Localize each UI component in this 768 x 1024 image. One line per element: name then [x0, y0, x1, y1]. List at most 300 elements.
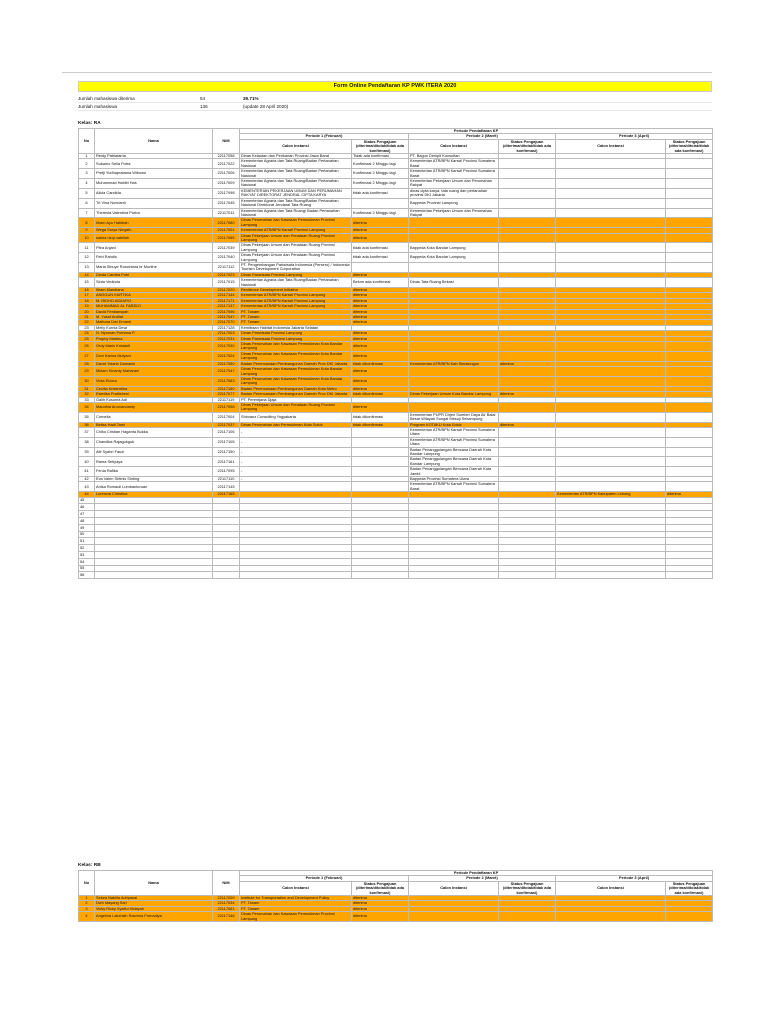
student-nim[interactable]: 22117112: [213, 262, 240, 272]
empty-cell[interactable]: [556, 504, 666, 511]
calon-instansi-1[interactable]: Dinas Perumahan dan Kawasan Permukiman Provinsi Lampung: [240, 912, 352, 922]
calon-instansi-2[interactable]: Bappeda Provinsi Sumatera Utara: [409, 477, 499, 482]
status-3[interactable]: [666, 179, 713, 189]
student-name[interactable]: Rama Setiyaya: [95, 457, 213, 467]
empty-cell[interactable]: [352, 504, 409, 511]
status-3[interactable]: [666, 457, 713, 467]
student-nim[interactable]: 22117037: [213, 422, 240, 427]
student-nim[interactable]: 22117165: [213, 492, 240, 497]
calon-instansi-3[interactable]: [556, 169, 666, 179]
student-name[interactable]: Ilham Mandiana: [95, 288, 213, 293]
empty-cell[interactable]: [352, 538, 409, 545]
empty-cell[interactable]: [240, 524, 352, 531]
empty-cell[interactable]: [666, 511, 713, 518]
student-name[interactable]: Maftuna Dwi Ernanti: [95, 320, 213, 325]
empty-cell[interactable]: [409, 511, 499, 518]
empty-cell[interactable]: [409, 558, 499, 565]
status-1[interactable]: [352, 467, 409, 477]
calon-instansi-1[interactable]: Dinas Perumahan dan Permukiman Kota Solok: [240, 422, 352, 427]
empty-cell[interactable]: [352, 558, 409, 565]
student-nim[interactable]: 22117058: [213, 402, 240, 412]
student-name[interactable]: Reidy Patriatama: [95, 154, 213, 159]
status-1[interactable]: diterima: [352, 228, 409, 233]
empty-cell[interactable]: [499, 524, 556, 531]
empty-cell[interactable]: [352, 497, 409, 504]
row-number[interactable]: 24: [79, 331, 95, 336]
student-nim[interactable]: 22117061: [213, 906, 240, 911]
status-1[interactable]: Tidak ada konfirmasi: [352, 154, 409, 159]
empty-cell[interactable]: [409, 572, 499, 579]
row-number[interactable]: 9: [79, 228, 95, 233]
status-1[interactable]: Konfirmasi 2 Minggu lagi: [352, 179, 409, 189]
empty-cell[interactable]: [240, 497, 352, 504]
student-name[interactable]: David Yolanb Damanik: [95, 361, 213, 366]
empty-cell[interactable]: [240, 572, 352, 579]
calon-instansi-2[interactable]: [409, 262, 499, 272]
student-name[interactable]: Dwh Mayang Sari: [95, 901, 213, 906]
calon-instansi-3[interactable]: [556, 188, 666, 198]
status-2[interactable]: [499, 208, 556, 218]
empty-cell[interactable]: [95, 518, 213, 525]
student-name[interactable]: Maudhia Arumandanty: [95, 402, 213, 412]
status-3[interactable]: [666, 198, 713, 208]
status-2[interactable]: diterima: [499, 392, 556, 397]
student-nim[interactable]: 22117009: [213, 179, 240, 189]
calon-instansi-1[interactable]: Dinas Perumahan dan Kawasan Permukiman Provinsi Lampung: [240, 218, 352, 228]
empty-cell[interactable]: [409, 497, 499, 504]
calon-instansi-1[interactable]: Dinas Pariwisata Provinsi Lampung: [240, 336, 352, 341]
student-nim[interactable]: 22117045: [213, 198, 240, 208]
row-number[interactable]: 20: [79, 309, 95, 314]
status-1[interactable]: diterima: [352, 342, 409, 352]
student-name[interactable]: Prophy Martina: [95, 336, 213, 341]
row-number[interactable]: 2: [79, 901, 95, 906]
status-3[interactable]: [666, 402, 713, 412]
empty-cell[interactable]: [240, 558, 352, 565]
calon-instansi-1[interactable]: -: [240, 447, 352, 457]
empty-cell[interactable]: [95, 552, 213, 559]
empty-cell[interactable]: [556, 572, 666, 579]
empty-cell[interactable]: [409, 524, 499, 531]
status-2[interactable]: diterima: [499, 422, 556, 427]
student-name[interactable]: Sukamo Seila Putra: [95, 159, 213, 169]
row-number[interactable]: 53: [79, 552, 95, 559]
calon-instansi-3[interactable]: [556, 457, 666, 467]
row-number[interactable]: 37: [79, 427, 95, 437]
empty-cell[interactable]: [556, 558, 666, 565]
row-number[interactable]: 11: [79, 243, 95, 253]
calon-instansi-2[interactable]: Badan Penanggulangan Bencana Daerah Kota Bandar Lampung: [409, 447, 499, 457]
calon-instansi-2[interactable]: Program KOTAKU Kota Solok: [409, 422, 499, 427]
calon-instansi-2[interactable]: [409, 218, 499, 228]
empty-cell[interactable]: [352, 511, 409, 518]
calon-instansi-1[interactable]: PT. Tanam: [240, 309, 352, 314]
empty-cell[interactable]: [666, 524, 713, 531]
status-1[interactable]: tidak ada konfirmasi: [352, 253, 409, 263]
empty-cell[interactable]: [499, 531, 556, 538]
row-number[interactable]: 56: [79, 572, 95, 579]
empty-cell[interactable]: [666, 531, 713, 538]
student-name[interactable]: Chandika Rajagukguk: [95, 437, 213, 447]
row-number[interactable]: 46: [79, 504, 95, 511]
status-3[interactable]: [666, 367, 713, 377]
row-number[interactable]: 36: [79, 422, 95, 427]
status-1[interactable]: diterima: [352, 896, 409, 901]
row-number[interactable]: 31: [79, 386, 95, 391]
student-nim[interactable]: 22117065: [213, 233, 240, 243]
row-number[interactable]: 26: [79, 342, 95, 352]
calon-instansi-1[interactable]: PT. Tanam: [240, 315, 352, 320]
status-1[interactable]: diterima: [352, 376, 409, 386]
calon-instansi-1[interactable]: -: [240, 437, 352, 447]
empty-cell[interactable]: [95, 545, 213, 552]
empty-cell[interactable]: [556, 565, 666, 572]
row-number[interactable]: 54: [79, 558, 95, 565]
calon-instansi-1[interactable]: Kementerian ATR/BPN Kanwil Provinsi Lampung: [240, 298, 352, 303]
empty-cell[interactable]: [213, 565, 240, 572]
calon-instansi-2[interactable]: Kementerian ATR/BPN Kanwil Provinsi Sumatera Barat: [409, 482, 499, 492]
calon-instansi-1[interactable]: Dinas Pekerjaan Umum dan Penataan Ruang Provinsi Lampung: [240, 253, 352, 263]
status-1[interactable]: [352, 437, 409, 447]
empty-cell[interactable]: [240, 531, 352, 538]
student-name[interactable]: ANGGUN KARTIKA: [95, 293, 213, 298]
empty-cell[interactable]: [556, 912, 666, 922]
status-2[interactable]: [499, 198, 556, 208]
row-number[interactable]: 27: [79, 351, 95, 361]
empty-cell[interactable]: [556, 552, 666, 559]
calon-instansi-2[interactable]: [409, 342, 499, 352]
calon-instansi-3[interactable]: [556, 198, 666, 208]
row-number[interactable]: 2: [79, 159, 95, 169]
calon-instansi-3[interactable]: [556, 208, 666, 218]
calon-instansi-2[interactable]: Kementerian ATR/BPN Kanwil Provinsi Sumatera Utara: [409, 437, 499, 447]
empty-cell[interactable]: [240, 518, 352, 525]
status-3[interactable]: diterima: [666, 492, 713, 497]
status-2[interactable]: [499, 233, 556, 243]
row-number[interactable]: 22: [79, 320, 95, 325]
row-number[interactable]: 19: [79, 304, 95, 309]
calon-instansi-1[interactable]: Kementerian ATR/BPN Kanwil Provinsi Lampung: [240, 293, 352, 298]
row-number[interactable]: 8: [79, 218, 95, 228]
calon-instansi-3[interactable]: [556, 412, 666, 422]
empty-cell[interactable]: [666, 565, 713, 572]
row-number[interactable]: 55: [79, 565, 95, 572]
empty-cell[interactable]: [499, 511, 556, 518]
empty-cell[interactable]: [95, 538, 213, 545]
status-1[interactable]: [352, 457, 409, 467]
row-number[interactable]: 16: [79, 288, 95, 293]
status-3[interactable]: [666, 159, 713, 169]
row-number[interactable]: 32: [79, 392, 95, 397]
status-1[interactable]: diterima: [352, 233, 409, 243]
status-2[interactable]: [499, 218, 556, 228]
empty-cell[interactable]: [213, 538, 240, 545]
row-number[interactable]: 12: [79, 253, 95, 263]
status-3[interactable]: [666, 437, 713, 447]
student-nim[interactable]: 22117146: [213, 912, 240, 922]
status-3[interactable]: [666, 208, 713, 218]
calon-instansi-1[interactable]: Institute for Transportation and Development Policy: [240, 896, 352, 901]
calon-instansi-2[interactable]: Bappeda Kota Bandar Lampung: [409, 253, 499, 263]
calon-instansi-1[interactable]: Kementerian Agraria dan Tata Ruang/ Badan Pertanahan Nasional: [240, 208, 352, 218]
calon-instansi-1[interactable]: Shirvanz Consulting Yogyakarta: [240, 412, 352, 422]
status-1[interactable]: diterima: [352, 906, 409, 911]
student-name[interactable]: Eva Valen Sirtinis Sinting: [95, 477, 213, 482]
status-1[interactable]: tidak dikonfirmasi: [352, 422, 409, 427]
calon-instansi-2[interactable]: Kementerian ATR/BPN Kanwil Provinsi Sumatera Barat: [409, 159, 499, 169]
status-1[interactable]: diterima: [352, 912, 409, 922]
calon-instansi-3[interactable]: [556, 243, 666, 253]
calon-instansi-2[interactable]: Kementerian ATR/BPN Kanwil Provinsi Sumatera Barat: [409, 169, 499, 179]
row-number[interactable]: 14: [79, 272, 95, 277]
status-2[interactable]: diterima: [499, 361, 556, 366]
row-number[interactable]: 35: [79, 412, 95, 422]
calon-instansi-2[interactable]: dinas cipta karya, tata ruang dan pertanahan provinsi DKI Jakarta: [409, 188, 499, 198]
empty-cell[interactable]: [499, 552, 556, 559]
calon-instansi-1[interactable]: Dinas Pekerjaan Umum dan Penataan Ruang Provinsi Lampung: [240, 243, 352, 253]
empty-cell[interactable]: [352, 531, 409, 538]
calon-instansi-1[interactable]: Kementerian ATR/BPN Kanwil Provinsi Lampung: [240, 228, 352, 233]
status-1[interactable]: tidak dikonfirmasi: [352, 361, 409, 366]
empty-cell[interactable]: [213, 531, 240, 538]
status-3[interactable]: [666, 188, 713, 198]
student-name[interactable]: Viola Elzora: [95, 376, 213, 386]
student-name[interactable]: M. Yusuf Ardilat: [95, 315, 213, 320]
calon-instansi-1[interactable]: Kementerian ATR/BPN Kanwil Provinsi Lampung: [240, 304, 352, 309]
row-number[interactable]: 1: [79, 896, 95, 901]
calon-instansi-1[interactable]: [240, 482, 352, 492]
student-nim[interactable]: 22117144: [213, 293, 240, 298]
row-number[interactable]: 49: [79, 524, 95, 531]
row-number[interactable]: 1: [79, 154, 95, 159]
empty-cell[interactable]: [95, 497, 213, 504]
status-1[interactable]: tidak dikonfirmasi: [352, 412, 409, 422]
empty-cell[interactable]: [666, 497, 713, 504]
student-nim[interactable]: 22117006: [213, 169, 240, 179]
empty-cell[interactable]: [666, 912, 713, 922]
student-name[interactable]: M. RIDHO AIDIAFIG: [95, 298, 213, 303]
empty-cell[interactable]: [409, 912, 499, 922]
empty-cell[interactable]: [666, 538, 713, 545]
row-number[interactable]: 5: [79, 188, 95, 198]
status-2[interactable]: [499, 243, 556, 253]
calon-instansi-1[interactable]: PT. Tanam: [240, 901, 352, 906]
row-number[interactable]: 44: [79, 492, 95, 497]
empty-cell[interactable]: [666, 572, 713, 579]
empty-cell[interactable]: [666, 545, 713, 552]
status-1[interactable]: Belum ada konfirmasi: [352, 278, 409, 288]
calon-instansi-3[interactable]: [556, 437, 666, 447]
student-nim[interactable]: 22117083: [213, 376, 240, 386]
student-nim[interactable]: 22117077: [213, 392, 240, 397]
empty-cell[interactable]: [95, 504, 213, 511]
empty-cell[interactable]: [213, 572, 240, 579]
status-1[interactable]: tidak ada konfirmasi: [352, 188, 409, 198]
student-nim[interactable]: 22117150: [213, 447, 240, 457]
status-2[interactable]: [499, 253, 556, 263]
calon-instansi-3[interactable]: Kementerian ATR/BPN Kabupaten Lebong: [556, 492, 666, 497]
empty-cell[interactable]: [556, 531, 666, 538]
empty-cell[interactable]: [409, 531, 499, 538]
status-3[interactable]: [666, 278, 713, 288]
empty-cell[interactable]: [352, 545, 409, 552]
calon-instansi-2[interactable]: [409, 402, 499, 412]
calon-instansi-1[interactable]: Dinas Pekerjaan Umum dan Penataan Ruang Provinsi Lampung: [240, 402, 352, 412]
student-name[interactable]: Sinta Vedinda: [95, 278, 213, 288]
calon-instansi-3[interactable]: [556, 179, 666, 189]
calon-instansi-1[interactable]: Dinas Pariwisata Provinsi Lampung: [240, 272, 352, 277]
status-1[interactable]: Konfirmasi 2 Minggu lagi: [352, 208, 409, 218]
empty-cell[interactable]: [352, 518, 409, 525]
student-name[interactable]: Cecilia Kristentina: [95, 386, 213, 391]
student-name[interactable]: MUHAMMAD AL FARIDZI: [95, 304, 213, 309]
status-3[interactable]: [666, 427, 713, 437]
status-2[interactable]: [499, 342, 556, 352]
row-number[interactable]: 23: [79, 325, 95, 330]
status-2[interactable]: [499, 412, 556, 422]
student-name[interactable]: Ordy Maris Kristanti: [95, 342, 213, 352]
student-name[interactable]: Alicia Candida: [95, 188, 213, 198]
calon-instansi-2[interactable]: Kementerian ATR/BPN Kab Simalungun: [409, 361, 499, 366]
status-1[interactable]: [352, 262, 409, 272]
status-1[interactable]: tidak dikonfirmasi: [352, 392, 409, 397]
student-name[interactable]: Dinda Camilia Putri: [95, 272, 213, 277]
student-nim[interactable]: 22117128: [213, 325, 240, 330]
calon-instansi-1[interactable]: PT. Perentjana Djaja: [240, 397, 352, 402]
student-nim[interactable]: 22117023: [213, 272, 240, 277]
empty-cell[interactable]: [213, 524, 240, 531]
student-name[interactable]: Vicky Ricky Syaiful Hidayah: [95, 906, 213, 911]
row-number[interactable]: 52: [79, 545, 95, 552]
calon-instansi-1[interactable]: Resilience Development Initiative: [240, 288, 352, 293]
student-nim[interactable]: 22117145: [213, 482, 240, 492]
student-nim[interactable]: 22117080: [213, 218, 240, 228]
empty-cell[interactable]: [499, 545, 556, 552]
student-name[interactable]: Muhammad Habibi Has: [95, 179, 213, 189]
status-3[interactable]: [666, 482, 713, 492]
student-name[interactable]: Febi Rahdis: [95, 253, 213, 263]
student-nim[interactable]: 22117004: [213, 412, 240, 422]
row-number[interactable]: 4: [79, 912, 95, 922]
calon-instansi-3[interactable]: [556, 402, 666, 412]
calon-instansi-2[interactable]: Kementerian PUPR Dirjen Sumber Daya Air Balai Besar Wilayah Sungai Mesuji Sekampung: [409, 412, 499, 422]
calon-instansi-2[interactable]: Dinas Tata Ruang Bekasi: [409, 278, 499, 288]
status-2[interactable]: [499, 467, 556, 477]
calon-instansi-1[interactable]: Dinas Kelautan dan Perikanan Provinsi Jawa Barat: [240, 154, 352, 159]
calon-instansi-2[interactable]: [409, 351, 499, 361]
student-nim[interactable]: 22117161: [213, 457, 240, 467]
student-name[interactable]: Sekea Nabilla Adripasal: [95, 896, 213, 901]
calon-instansi-3[interactable]: [556, 233, 666, 243]
calon-instansi-1[interactable]: Badan Perencanaan Pembangunan Daerah Prov DKI Jakarta: [240, 361, 352, 366]
student-nim[interactable]: 22117003: [213, 331, 240, 336]
empty-cell[interactable]: [240, 565, 352, 572]
status-3[interactable]: [666, 233, 713, 243]
row-number[interactable]: 45: [79, 497, 95, 504]
student-nim[interactable]: 22117110: [213, 477, 240, 482]
student-name[interactable]: Pretji Yudhapratama Wibowo: [95, 169, 213, 179]
status-1[interactable]: diterima: [352, 331, 409, 336]
student-name[interactable]: Fenia Rafika: [95, 467, 213, 477]
student-nim[interactable]: 22117058: [213, 154, 240, 159]
empty-cell[interactable]: [499, 572, 556, 579]
row-number[interactable]: 34: [79, 402, 95, 412]
status-2[interactable]: [499, 179, 556, 189]
status-2[interactable]: [499, 376, 556, 386]
calon-instansi-1[interactable]: -: [240, 427, 352, 437]
status-3[interactable]: [666, 253, 713, 263]
status-1[interactable]: diterima: [352, 320, 409, 325]
calon-instansi-3[interactable]: [556, 482, 666, 492]
calon-instansi-2[interactable]: Badan Penanggulangan Bencana Daerah Kota Bandar Lampung: [409, 457, 499, 467]
student-nim[interactable]: 22117020: [213, 288, 240, 293]
status-2[interactable]: [499, 278, 556, 288]
student-nim[interactable]: 22117096: [213, 309, 240, 314]
student-name[interactable]: Alif Syahri Fauzi: [95, 447, 213, 457]
calon-instansi-1[interactable]: -: [240, 467, 352, 477]
empty-cell[interactable]: [240, 545, 352, 552]
status-2[interactable]: [499, 159, 556, 169]
student-name[interactable]: Melly Kurnia Dewi: [95, 325, 213, 330]
student-name[interactable]: David Ferdiansyah: [95, 309, 213, 314]
empty-cell[interactable]: [666, 552, 713, 559]
calon-instansi-3[interactable]: [556, 253, 666, 263]
student-name[interactable]: Wega Surya Ningsih: [95, 228, 213, 233]
status-2[interactable]: [499, 437, 556, 447]
status-1[interactable]: diterima: [352, 336, 409, 341]
calon-instansi-1[interactable]: KEMENTERIAN PEKERJAAN UMUM DAN PERUMAHAN RAKYAT DIREKTORAT JENDRAL CIPTA KARYA: [240, 188, 352, 198]
status-2[interactable]: [499, 457, 556, 467]
student-nim[interactable]: 22117119: [213, 397, 240, 402]
empty-cell[interactable]: [409, 545, 499, 552]
status-3[interactable]: [666, 376, 713, 386]
status-1[interactable]: diterima: [352, 351, 409, 361]
calon-instansi-1[interactable]: Kementerian Agraria dan Tata Ruang/Badan Pertanahan Nasional: [240, 278, 352, 288]
calon-instansi-2[interactable]: Kementerian ATR/BPN Kanwil Provinsi Sumatera Utara: [409, 427, 499, 437]
calon-instansi-2[interactable]: [409, 233, 499, 243]
row-number[interactable]: 21: [79, 315, 95, 320]
student-name[interactable]: Galih Kusuma Adi: [95, 397, 213, 402]
status-2[interactable]: [499, 402, 556, 412]
calon-instansi-1[interactable]: Dinas Perumahan dan Kawasan Permukiman Kota Bandar Lampung: [240, 342, 352, 352]
student-name[interactable]: salma rizqi nabillah: [95, 233, 213, 243]
calon-instansi-2[interactable]: PT. Bagun Denipit Konsultan: [409, 154, 499, 159]
student-nim[interactable]: 22117070: [213, 320, 240, 325]
status-1[interactable]: diterima: [352, 288, 409, 293]
calon-instansi-3[interactable]: [556, 367, 666, 377]
status-1[interactable]: [352, 427, 409, 437]
status-1[interactable]: diterima: [352, 367, 409, 377]
status-1[interactable]: diterima: [352, 315, 409, 320]
student-nim[interactable]: 22117106: [213, 427, 240, 437]
empty-cell[interactable]: [556, 538, 666, 545]
student-nim[interactable]: 22117011: [213, 208, 240, 218]
row-number[interactable]: 40: [79, 457, 95, 467]
calon-instansi-3[interactable]: [556, 159, 666, 169]
calon-instansi-3[interactable]: [556, 262, 666, 272]
status-1[interactable]: diterima: [352, 272, 409, 277]
empty-cell[interactable]: [499, 538, 556, 545]
empty-cell[interactable]: [240, 552, 352, 559]
status-1[interactable]: Konfirmasi 2 Minggu lagi: [352, 169, 409, 179]
calon-instansi-1[interactable]: PT. Tanam: [240, 906, 352, 911]
status-1[interactable]: diterima: [352, 293, 409, 298]
empty-cell[interactable]: [213, 545, 240, 552]
status-2[interactable]: [499, 367, 556, 377]
student-nim[interactable]: 22117105: [213, 437, 240, 447]
empty-cell[interactable]: [95, 558, 213, 565]
row-number[interactable]: 38: [79, 437, 95, 447]
